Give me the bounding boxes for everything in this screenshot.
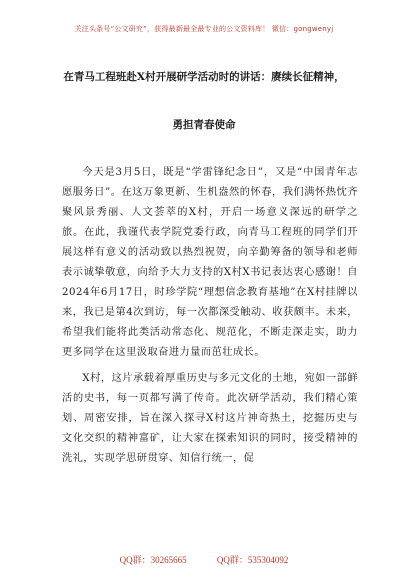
footer (0, 553, 408, 566)
paragraph-1: 今天是3月5日，既是“学雷锋纪念日”，又是“中国青年志愿服务日”。在这万象更新、生机盎然的怀春，我们满怀热忱齐聚风景秀丽、人文荟萃的X村，开启一场意义深远的研学之旅。在此，我谨代表学院党委行政，向青马工程班的同学们开展这样有意义的活动致以热烈祝贺，向辛勤筹备的领导和老师表示诚挚敬意，向给予大力支持的X村X书记表达衷心感谢！自2024年6月17日，时珍学院“理想信念教育基地”在X村挂牌以来，我已是第4次到访，每一次都深受触动、收获颇丰。未来，希望我们能将此类活动常态化、规范化，不断走深走实，助力更多同学在这里汲取奋进力量而茁壮成长。 (62, 167, 358, 358)
document-body (62, 163, 358, 475)
document-title-line-1: 在青马工程班赴X村开展研学活动时的讲话：赓续长征精神， (63, 71, 345, 83)
footer-qq-group-1: QQ群：30265665 (119, 555, 187, 565)
top-banner: 关注头条号“公文研究”，获得最新最全最专业的公文资料库！ 微信：gongwenyj (74, 25, 334, 33)
document-title-line-2: 勇担青春使命 (172, 119, 236, 131)
footer-qq-group-2: QQ群：535304092 (216, 555, 289, 565)
paragraph-2: X村，这片承载着厚重历史与多元文化的土地，宛如一部鲜活的史书，每一页都写满了传奇。此次研学活动，我们精心策划、周密安排，旨在深入探寻X村这片神奇热土，挖掘历史与文化交织的精神富矿，让大家在探索知识的同时，接受精神的洗礼，实现学思研贯穿、知信行统一，促 (62, 373, 358, 464)
